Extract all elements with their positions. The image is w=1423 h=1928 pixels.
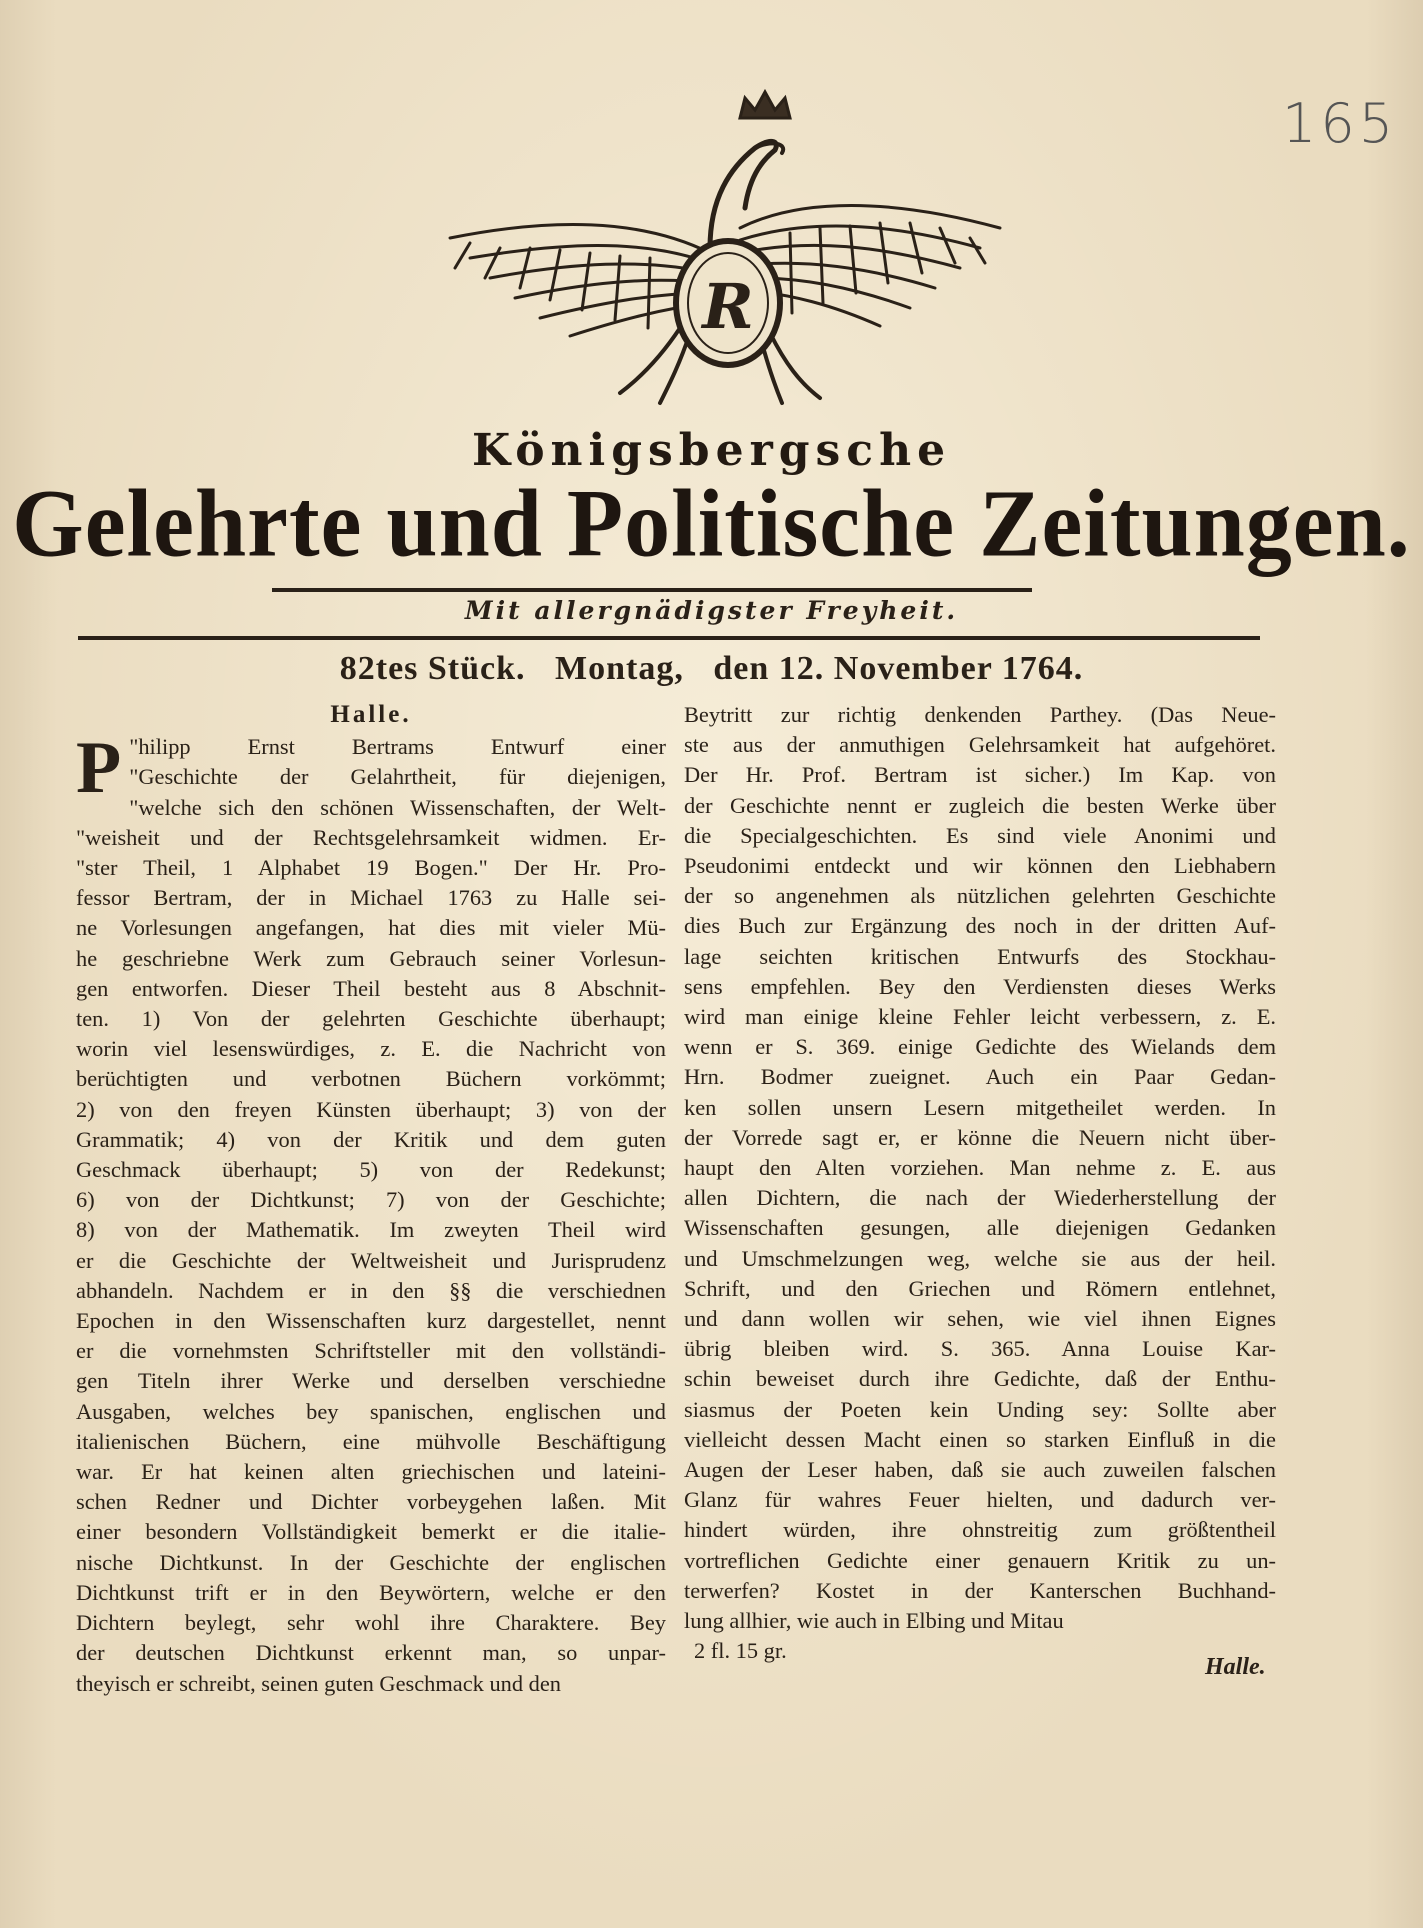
masthead-line1: Königsbergsche bbox=[471, 425, 952, 476]
text-line: Beytritt zur richtig denkenden Parthey. (Das Neue- bbox=[684, 702, 1276, 727]
right-column bbox=[684, 700, 1276, 1667]
text-line: theyisch er schreibt, seinen guten Geschmack und den bbox=[76, 1670, 561, 1696]
page-number: 165 bbox=[1282, 92, 1398, 155]
text-line: Grammatik; 4) von der Kritik und dem guten bbox=[76, 1126, 666, 1152]
text-line: sens empfehlen. Bey den Verdiensten dieses Werks bbox=[684, 973, 1276, 999]
text-line: nische Dichtkunst. In der Geschichte der englischen bbox=[76, 1549, 666, 1575]
text-line: Glanz für wahres Feuer hielten, und dadurch ver- bbox=[684, 1487, 1276, 1513]
text-line: der so angenehmen als nützlichen gelehrten Geschichte bbox=[684, 883, 1276, 909]
privilege-line: Mit allergnädigster Freyheit. bbox=[464, 596, 959, 625]
right-column-text bbox=[684, 700, 1276, 1636]
text-line: er die vornehmsten Schriftsteller mit den vollständi- bbox=[76, 1338, 666, 1364]
text-line: ten. 1) Von der gelehrten Geschichte überhaupt; bbox=[76, 1006, 666, 1032]
text-line: Der Hr. Prof. Bertram ist sicher.) Im Kap. von bbox=[684, 762, 1276, 788]
text-line: hindert würden, ihre ohnstreitig zum größtentheil bbox=[684, 1517, 1276, 1543]
text-line: ken sollen unsern Lesern mitgetheilet werden. In bbox=[684, 1094, 1276, 1120]
text-line: und Umschmelzungen weg, welche sie aus der heil. bbox=[684, 1245, 1276, 1271]
text-line: der Vorrede sagt er, er könne die Neuern nicht über- bbox=[684, 1124, 1276, 1150]
left-column-text bbox=[76, 727, 666, 1699]
issue-dateline bbox=[0, 650, 1423, 688]
text-line: Pseudonimi entdeckt und wir können den Liebhabern bbox=[684, 853, 1276, 879]
text-line: 8) von der Mathematik. Im zweyten Theil wird bbox=[76, 1217, 666, 1243]
text-line: Wissenschaften gesungen, alle diejenigen Gedanken bbox=[684, 1215, 1276, 1241]
issue-number: 82tes Stück. bbox=[339, 650, 526, 687]
text-line: allen Dichtern, die nach der Wiederherstellung der bbox=[684, 1185, 1276, 1211]
masthead-title: Gelehrte und Politische Zeitungen. bbox=[12, 469, 1411, 577]
text-line: schin beweiset durch ihre Gedichte, daß der Enthu- bbox=[684, 1366, 1276, 1392]
text-line: Schrift, und den Griechen und Römern entlehnet, bbox=[684, 1275, 1276, 1301]
text-line: einer besondern Vollständigkeit bemerkt er die italie- bbox=[76, 1519, 666, 1545]
text-line: 6) von der Dichtkunst; 7) von der Geschichte; bbox=[76, 1187, 666, 1213]
masthead-rule-upper bbox=[272, 588, 1032, 592]
text-line: übrig bleiben wird. S. 365. Anna Louise Kar- bbox=[684, 1336, 1276, 1362]
left-column bbox=[76, 700, 666, 1699]
text-line: wenn er S. 369. einige Gedichte des Wielands dem bbox=[684, 1034, 1276, 1060]
text-line: worin viel lesenswürdiges, z. E. die Nachricht von bbox=[76, 1036, 666, 1062]
text-line: er die Geschichte der Weltweisheit und Jurisprudenz bbox=[76, 1247, 666, 1273]
closing-place-heading: Halle. bbox=[1205, 1654, 1266, 1680]
text-line: gen entworfen. Dieser Theil besteht aus 8 Abschnit- bbox=[76, 975, 666, 1001]
crowned-eagle-monogram-icon bbox=[410, 78, 1030, 408]
text-line: Dichtern beylegt, sehr wohl ihre Charaktere. Bey bbox=[76, 1610, 666, 1636]
text-line: wird man einige kleine Fehler leicht verbessern, z. E. bbox=[684, 1004, 1276, 1030]
text-line: war. Er hat keinen alten griechischen und lateini- bbox=[76, 1459, 666, 1485]
text-line: vortreflichen Gedichte einer genauern Kritik zu un- bbox=[684, 1547, 1276, 1573]
text-line: und dann wollen wir sehen, wie viel ihnen Eignes bbox=[684, 1306, 1276, 1332]
text-line: "welche sich den schönen Wissenschaften, der Welt- bbox=[129, 794, 666, 820]
text-line: ste aus der anmuthigen Gelehrsamkeit hat aufgehöret. bbox=[684, 732, 1276, 758]
text-line: siasmus der Poeten kein Unding sey: Sollte aber bbox=[684, 1396, 1276, 1422]
dropcap: P bbox=[76, 727, 122, 810]
price-line: 2 fl. 15 gr. bbox=[694, 1638, 787, 1664]
text-line: terwerfen? Kostet in der Kanterschen Buchhand- bbox=[684, 1577, 1276, 1603]
text-line: Ausgaben, welches bey spanischen, englischen und bbox=[76, 1398, 666, 1424]
text-line: "weisheit und der Rechtsgelehrsamkeit widmen. Er- bbox=[76, 824, 666, 850]
text-line: gen Titeln ihrer Werke und derselben verschiedne bbox=[76, 1368, 666, 1394]
text-line: Dichtkunst trift er in den Beywörtern, welche er den bbox=[76, 1579, 666, 1605]
text-line: schen Redner und Dichter vorbeygehen laßen. Mit bbox=[76, 1489, 666, 1515]
masthead-rule-lower bbox=[78, 636, 1260, 640]
issue-weekday: Montag, bbox=[555, 650, 684, 687]
text-line: fessor Bertram, der in Michael 1763 zu Halle sei- bbox=[76, 885, 666, 911]
issue-date: den 12. November 1764. bbox=[713, 650, 1084, 687]
text-line: abhandeln. Nachdem er in den §§ die verschiednen bbox=[76, 1277, 666, 1303]
text-line: lage seichten kritischen Entwurfs des Stockhau- bbox=[684, 943, 1276, 969]
text-line: der deutschen Dichtkunst erkennt man, so unpar- bbox=[76, 1640, 666, 1666]
text-line: die Specialgeschichten. Es sind viele Anonimi und bbox=[684, 822, 1276, 848]
text-line: der Geschichte nennt er zugleich die besten Werke über bbox=[684, 792, 1276, 818]
section-place-heading: Halle. bbox=[330, 701, 412, 728]
text-line: berüchtigten und verbotnen Büchern vorkömmt; bbox=[76, 1066, 666, 1092]
text-line: Geschmack überhaupt; 5) von der Redekunst; bbox=[76, 1157, 666, 1183]
text-line: "hilipp Ernst Bertrams Entwurf einer bbox=[129, 734, 666, 760]
text-line: he geschriebne Werk zum Gebrauch seiner Vorlesun- bbox=[76, 945, 666, 971]
text-line: Augen der Leser haben, daß sie auch zuweilen falschen bbox=[684, 1457, 1276, 1483]
text-line: "ster Theil, 1 Alphabet 19 Bogen." Der Hr. Pro- bbox=[76, 855, 666, 881]
text-line: Hrn. Bodmer zueignet. Auch ein Paar Gedan- bbox=[684, 1064, 1276, 1090]
text-line: vielleicht dessen Macht einen so starken Einfluß in die bbox=[684, 1426, 1276, 1452]
text-line: dies Buch zur Ergänzung des noch in der dritten Auf- bbox=[684, 913, 1276, 939]
text-line: Epochen in den Wissenschaften kurz dargestellet, nennt bbox=[76, 1308, 666, 1334]
text-line: lung allhier, wie auch in Elbing und Mitau bbox=[684, 1608, 1064, 1634]
text-line: "Geschichte der Gelahrtheit, für diejenigen, bbox=[129, 764, 666, 790]
text-line: italienischen Büchern, eine mühvolle Beschäftigung bbox=[76, 1428, 666, 1454]
text-line: 2) von den freyen Künsten überhaupt; 3) von der bbox=[76, 1096, 666, 1122]
emblem-monogram: R bbox=[702, 270, 754, 343]
text-line: haupt den Alten vorziehen. Man nehme z. E. aus bbox=[684, 1155, 1276, 1181]
text-line: ne Vorlesungen angefangen, hat dies mit vieler Mü- bbox=[76, 915, 666, 941]
